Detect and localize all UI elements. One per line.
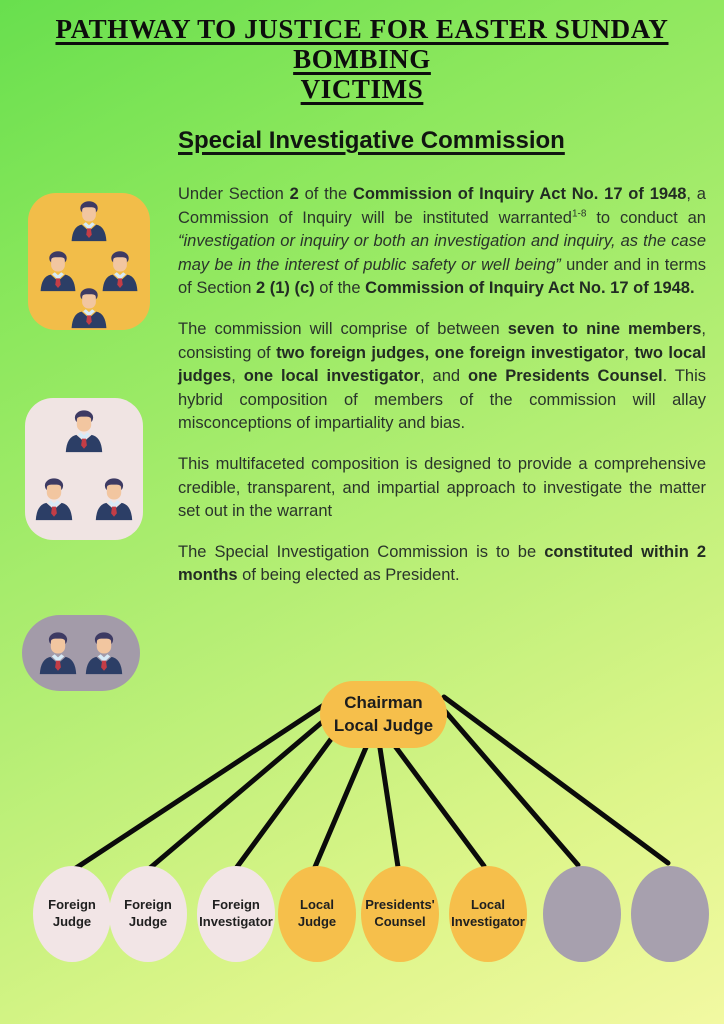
commission-org-chart: [0, 660, 724, 1024]
org-connector-line: [150, 707, 340, 868]
org-member-node-foreign-judge: [109, 866, 187, 962]
businessman-icon: [67, 199, 111, 243]
businessman-icon: [91, 476, 137, 522]
person-icon: [67, 199, 111, 243]
org-member-label: Foreign: [48, 897, 96, 913]
org-member-label: Judge: [52, 914, 92, 929]
body-text-column: [178, 183, 706, 605]
chairman-node-line2: Local Judge: [333, 715, 434, 735]
body-paragraph-2: The commission will comprise of between seven to nine members, consisting of two foreign judges, one foreign investigator, two local judges, one local investigator, and one Presidents Counsel. This hybrid composition of members of the commission will allay misconceptions of impartiality and bias.: [178, 319, 707, 433]
org-member-label: Foreign: [124, 897, 172, 913]
org-member-label: Local: [300, 897, 334, 913]
org-connector-line: [380, 748, 398, 867]
businessman-icon: [61, 408, 107, 454]
person-icon: [61, 408, 107, 454]
org-member-node-foreign-investigator: [197, 866, 275, 962]
org-member-label: Investigator: [451, 914, 525, 929]
body-paragraph-1: Under Section 2 of the Commission of Inquiry Act No. 17 of 1948, a Commission of Inquiry will be instituted warranted$^{1-8}$ to conduct an “investigation or inquiry or both an investigation and inquiry, as the case may be in the interest of public safety or well being” under and in terms of Section 2 (1) (c) of the Commission of Inquiry Act No. 17 of 1948.: [178, 185, 706, 298]
org-member-label: Investigator: [199, 914, 273, 929]
org-connector-line: [315, 745, 367, 867]
chairman-node: [320, 681, 447, 748]
org-member-node-presidents-counsel: [361, 866, 439, 962]
person-icon: [31, 476, 77, 522]
body-paragraph-4: The Special Investigation Commission is to be constituted within 2 months of being elected as President.: [178, 542, 707, 585]
org-connector-line: [76, 699, 333, 868]
section-heading: Special Investigative Commission: [178, 127, 565, 154]
chairman-node-line1: Chairman: [344, 693, 423, 713]
org-connector-line: [438, 703, 578, 865]
businessman-icon: [67, 286, 111, 330]
team-of-four-icon: [28, 193, 150, 330]
org-member-node-foreign-judge: [33, 866, 111, 962]
org-connector-line: [392, 742, 484, 866]
org-member-node-vacant: [631, 866, 709, 962]
person-icon: [91, 476, 137, 522]
team-of-three-icon: [25, 398, 143, 540]
body-paragraph-3: This multifaceted composition is designed to provide a comprehensive credible, transparent, and impartial approach to investigate the matter set out in the warrant: [178, 454, 706, 521]
page-title-line2: VICTIMS: [300, 74, 424, 104]
org-member-label: Counsel: [374, 914, 426, 929]
page-title-line1: PATHWAY TO JUSTICE FOR EASTER SUNDAY BOMBING: [55, 14, 669, 74]
businessman-icon: [31, 476, 77, 522]
org-member-node-local-investigator: [449, 866, 527, 962]
org-member-label: Judge: [128, 914, 168, 929]
org-member-node-vacant: [543, 866, 621, 962]
org-member-node-local-judge: [278, 866, 356, 962]
org-member-label: Foreign: [212, 897, 260, 913]
org-member-label: Judge: [297, 914, 337, 929]
org-member-label: Local: [471, 897, 505, 913]
page-title: [0, 14, 724, 104]
person-icon: [67, 286, 111, 330]
org-member-label: Presidents': [365, 897, 435, 913]
